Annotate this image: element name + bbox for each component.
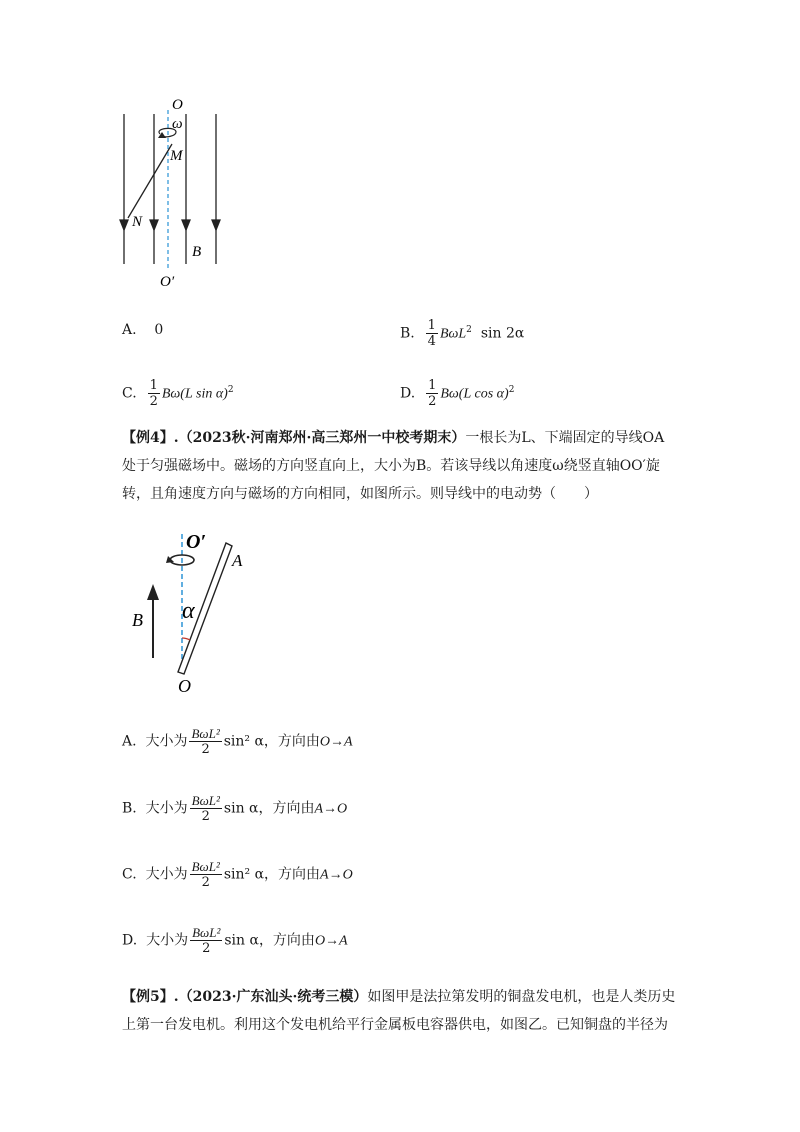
q3-option-a[interactable]	[122, 320, 163, 340]
q3-option-d[interactable]	[400, 378, 514, 409]
option-trig: sin² α	[223, 866, 265, 883]
option-expr: BωL	[439, 326, 467, 342]
label-m: M	[170, 148, 183, 164]
fraction: $\frac{\text{BωL²}}{2}$	[191, 793, 220, 824]
fraction: $\frac{\text{BωL²}}{2}$	[192, 925, 221, 956]
option-pre: 大小为	[146, 932, 189, 949]
option-trig: sin² α	[223, 733, 264, 750]
option-direction: O→A	[319, 734, 353, 750]
option-post: ，方向由	[258, 800, 315, 817]
superscript: 2	[466, 324, 472, 335]
example-5-heading: 【例5】.	[122, 989, 179, 1005]
option-letter: B.	[122, 800, 137, 817]
option-trig: sin α	[224, 932, 259, 949]
label-o: O	[178, 676, 191, 696]
option-post: ，方向由	[264, 866, 321, 883]
ex4-option-b[interactable]	[122, 793, 347, 824]
label-b: B	[132, 610, 143, 630]
option-direction: O→A	[314, 933, 348, 949]
option-post: ，方向由	[258, 932, 315, 949]
option-letter: C.	[122, 385, 137, 402]
example-5-statement	[122, 983, 692, 1039]
option-post: ，方向由	[263, 733, 320, 750]
label-b: B	[192, 244, 202, 260]
superscript: 2	[508, 384, 515, 395]
option-letter: C.	[122, 866, 137, 883]
example-4-line-2: 处于匀强磁场中。磁场的方向竖直向上，大小为B。若该导线以角速度ω绕竖直轴OO′旋	[122, 458, 660, 474]
label-a: A	[232, 551, 243, 570]
option-direction: A→O	[320, 867, 353, 883]
option-trig: sin α	[223, 800, 259, 817]
example-4-statement	[122, 424, 692, 508]
label-omega: ω	[172, 116, 183, 132]
option-text: 0	[154, 322, 164, 338]
example-5-text: 如图甲是法拉第发明的铜盘发电机，也是人类历史	[367, 989, 676, 1005]
rod-mn	[128, 144, 172, 218]
superscript: 2	[227, 384, 234, 395]
fraction: $\frac{1}{2}$	[428, 378, 437, 409]
option-letter: D.	[122, 932, 138, 949]
label-o: O	[172, 97, 183, 113]
option-letter: A.	[122, 733, 137, 750]
example-4-source: （2023秋·河南郑州·高三郑州一中校考期末）	[178, 430, 466, 446]
example-4-line-3: 转，且角速度方向与磁场的方向相同，如图所示。则导线中的电动势（ ）	[122, 486, 598, 502]
field-arrow-head-icon	[147, 584, 159, 600]
fraction: $\frac{\text{BωL²}}{2}$	[191, 726, 220, 757]
example-5-line-2: 上第一台发电机。利用这个发电机给平行金属板电容器供电，如图乙。已知铜盘的半径为	[122, 1017, 668, 1033]
example-4-heading: 【例4】.	[122, 430, 179, 446]
example-4-text: 一根长为L、下端固定的导线OA	[465, 430, 665, 446]
ex4-option-c[interactable]	[122, 859, 353, 890]
example-5-source: （2023·广东汕头·统考三模）	[178, 989, 368, 1005]
option-letter: A.	[122, 322, 137, 338]
example-4-line-1	[122, 424, 692, 452]
option-pre: 大小为	[145, 733, 188, 750]
label-o-prime: O′	[186, 531, 207, 553]
option-expr: Bω(L sin α)	[161, 386, 228, 402]
label-n: N	[132, 214, 143, 230]
option-expr: Bω(L cos α)	[440, 386, 509, 402]
figure-rotating-rod-field	[110, 92, 240, 292]
label-alpha: α	[182, 598, 195, 624]
angle-arc	[182, 638, 190, 640]
ex4-option-d[interactable]	[122, 925, 348, 956]
option-pre: 大小为	[145, 866, 188, 883]
ex4-option-a[interactable]	[122, 726, 353, 757]
figure-conductor-oa	[120, 520, 270, 700]
label-o-prime: O′	[160, 274, 175, 290]
q3-option-c[interactable]	[122, 378, 234, 409]
fraction: $\frac{1}{2}$	[149, 378, 158, 409]
fraction: $\frac{\text{BωL²}}{2}$	[191, 859, 220, 890]
option-direction: A→O	[314, 801, 348, 817]
fraction: $\frac{1}{4}$	[427, 318, 436, 349]
q3-option-b[interactable]	[400, 318, 524, 349]
option-tail: sin 2α	[480, 325, 525, 342]
option-letter: B.	[400, 325, 415, 342]
option-pre: 大小为	[145, 800, 188, 817]
example-5-line-1	[122, 983, 692, 1011]
option-letter: D.	[400, 385, 416, 402]
